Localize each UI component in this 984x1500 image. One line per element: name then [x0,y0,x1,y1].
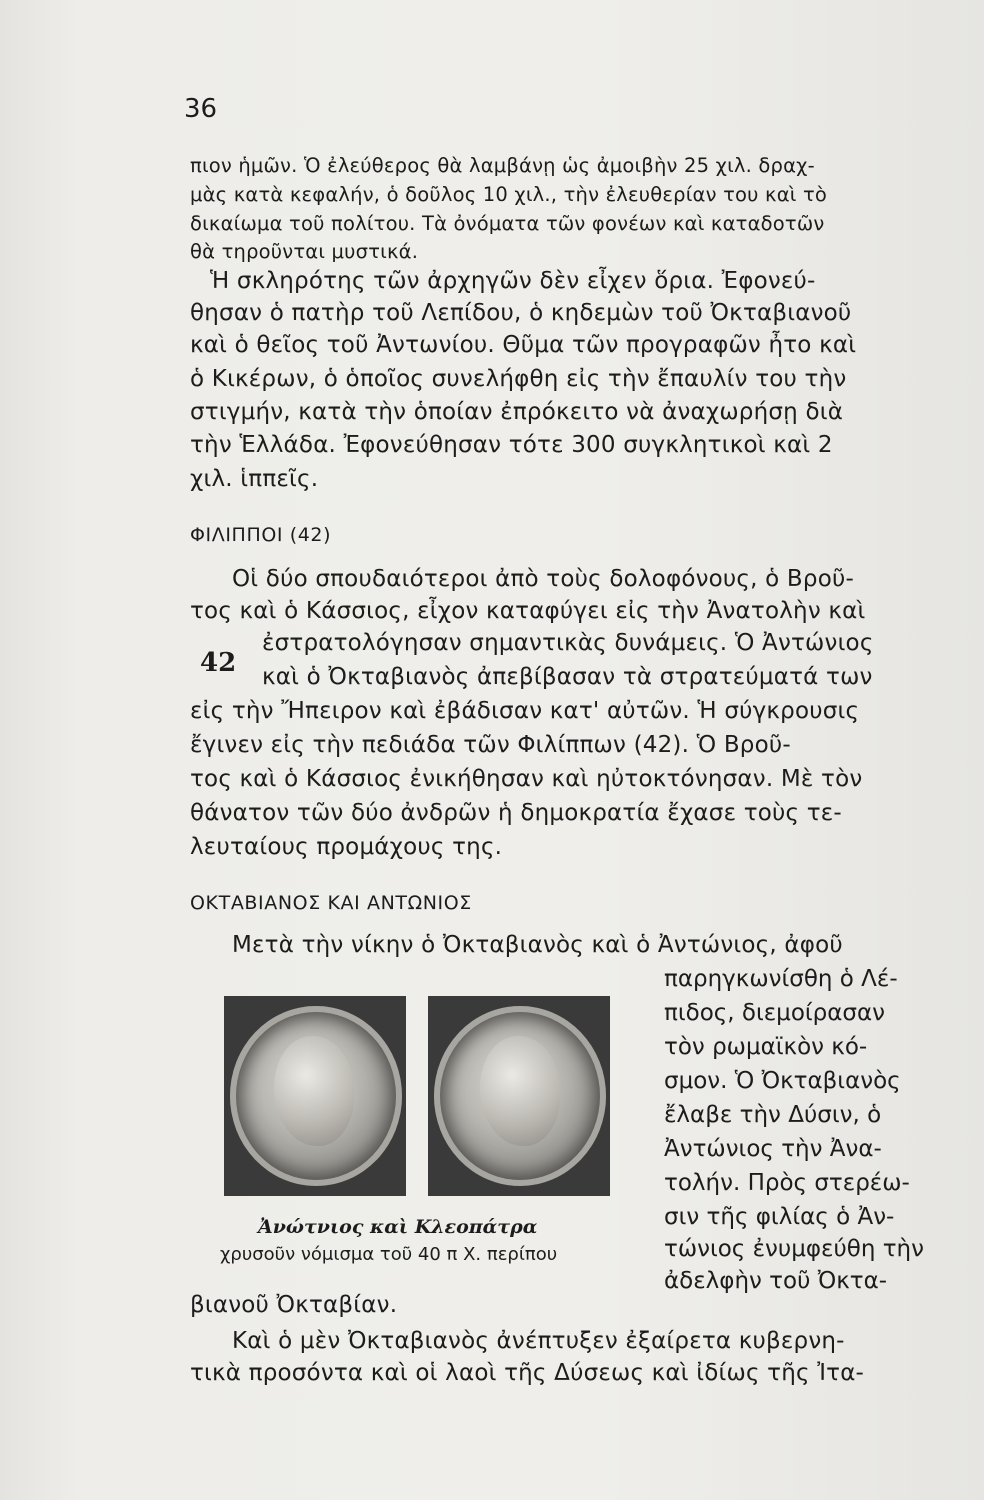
text-line: Καὶ ὁ μὲν Ὀκταβιανὸς ἀνέπτυξεν ἐξαίρετα κυβερνη- [232,1328,845,1354]
column-line: παρηγκωνίσθη ὁ Λέ- [664,966,898,992]
text-line: θησαν ὁ πατὴρ τοῦ Λεπίδου, ὁ κηδεμὼν τοῦ Ὀκταβιανοῦ [190,300,852,326]
column-line: ἔλαβε τὴν Δύσιν, ὁ [664,1102,882,1128]
column-line: ἀδελφὴν τοῦ Ὀκτα- [664,1268,888,1294]
text-line: καὶ ὁ θεῖος τοῦ Ἀντωνίου. Θῦμα τῶν προγραφῶν ἦτο καὶ [190,332,857,358]
column-line: τολήν. Πρὸς στερέω- [664,1170,910,1196]
text-line: χιλ. ἱππεῖς. [190,466,319,492]
page-number: 36 [184,94,218,124]
text-line: ὁ Κικέρων, ὁ ὁποῖος συνελήφθη εἰς τὴν ἔπαυλίν του τὴν [190,366,847,392]
text-line: λευταίους προμάχους της. [190,834,503,860]
marginal-year: 42 [200,648,237,678]
text-line: θάνατον τῶν δύο ἀνδρῶν ἡ δημοκρατία ἔχασε τοὺς τε- [190,800,842,826]
figure-caption-subtitle: χρυσοῦν νόμισμα τοῦ 40 π Χ. περίπου [220,1244,558,1265]
text-line: ἐστρατολόγησαν σημαντικὰς δυνάμεις. Ὁ Ἀντώνιος [262,630,874,656]
figure-caption-title: Ἀνώτνιος καὶ Κλεοπάτρα [258,1216,538,1238]
text-line: τος καὶ ὁ Κάσσιος, εἶχον καταφύγει εἰς τὴν Ἀνατολὴν καὶ [190,598,866,624]
column-line: τὸν ρωμαϊκὸν κό- [664,1034,868,1060]
text-line: Οἱ δύο σπουδαιότεροι ἀπὸ τοὺς δολοφόνους, ὁ Βροῦ- [232,566,854,592]
section-heading: ΦΙΛΙΠΠΟΙ (42) [190,524,332,546]
text-line: τος καὶ ὁ Κάσσιος ἐνικήθησαν καὶ ηὐτοκτόνησαν. Μὲ τὸν [190,766,863,792]
text-line: πιον ἡμῶν. Ὁ ἐλεύθερος θὰ λαμβάνῃ ὡς ἀμοιβὴν 25 χιλ. δραχ- [190,154,815,177]
column-line: Ἀντώνιος τὴν Ἀνα- [664,1136,882,1162]
text-line: ἔγινεν εἰς τὴν πεδιάδα τῶν Φιλίππων (42). Ὁ Βροῦ- [190,732,791,758]
section-heading: ΟΚΤΑΒΙΑΝΟΣ ΚΑΙ ΑΝΤΩΝΙΟΣ [190,892,472,914]
text-line: τικὰ προσόντα καὶ οἱ λαοὶ τῆς Δύσεως καὶ ἰδίως τῆς Ἰτα- [190,1360,865,1386]
column-line: πιδος, διεμοίρασαν [664,1000,886,1026]
text-line: Μετὰ τὴν νίκην ὁ Ὀκταβιανὸς καὶ ὁ Ἀντώνιος, ἀφοῦ [232,932,843,958]
text-line: δικαίωμα τοῦ πολίτου. Τὰ ὀνόματα τῶν φονέων καὶ καταδοτῶν [190,212,825,235]
column-line: τώνιος ἐνυμφεύθη τὴν [664,1236,924,1262]
text-line: βιανοῦ Ὀκταβίαν. [190,1292,398,1318]
text-line: μὰς κατὰ κεφαλήν, ὁ δοῦλος 10 χιλ., τὴν ἐλευθερίαν του καὶ τὸ [190,183,828,206]
text-line: στιγμήν, κατὰ τὴν ὁποίαν ἐπρόκειτο νὰ ἀναχωρήσῃ διὰ [190,399,844,425]
text-line: τὴν Ἑλλάδα. Ἐφονεύθησαν τότε 300 συγκλητικοὶ καὶ 2 [190,432,833,458]
coin-portrait-antonius [224,996,406,1196]
coin-portrait-cleopatra [428,996,610,1196]
text-line: καὶ ὁ Ὀκταβιανὸς ἀπεβίβασαν τὰ στρατεύματά των [262,664,873,690]
text-line: Ἡ σκληρότης τῶν ἀρχηγῶν δὲν εἶχεν ὅρια. Ἐφονεύ- [210,268,816,294]
text-line: θὰ τηροῦνται μυστικά. [190,240,419,263]
column-line: σιν τῆς φιλίας ὁ Ἀν- [664,1204,895,1230]
text-line: εἰς τὴν Ἤπειρον καὶ ἐβάδισαν κατ' αὐτῶν. Ἡ σύγκρουσις [190,698,860,724]
column-line: σμον. Ὁ Ὀκταβιανὸς [664,1068,901,1094]
